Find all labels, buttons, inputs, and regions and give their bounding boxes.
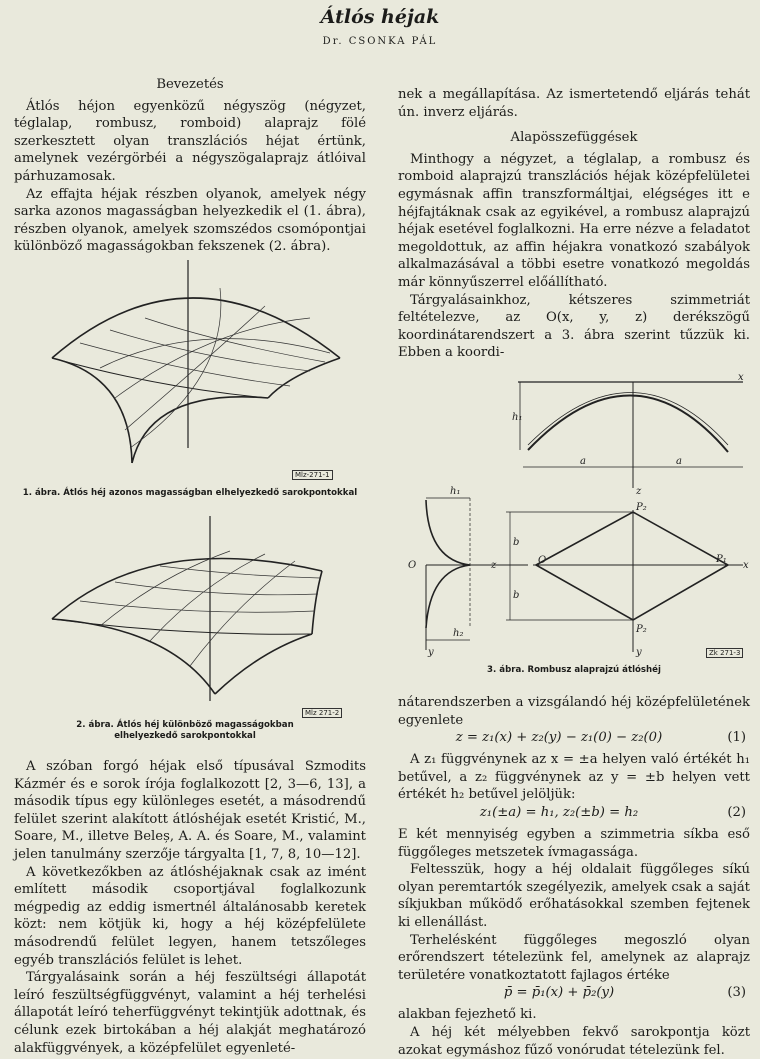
right-paragraph-2: Tárgyalásainkhoz, kétszeres szimmetriát feltételezve, az O(x, y, z) derékszögű koordinátarendszert a 3. ábra szerint tűzzük ki. Ebben a koordi- [398, 292, 750, 361]
left-column-top [14, 76, 366, 256]
equation-2-text: z₁(±a) = h₁, z₂(±b) = h₂ [479, 804, 639, 820]
right-column-bottom [398, 694, 750, 1059]
equation-3-text: p̄ = p̄₁(x) + p̄₂(y) [503, 985, 615, 1001]
figure-2-shell [30, 516, 370, 711]
origin-label-plan: O [538, 555, 547, 566]
left-paragraph-1: Átlós héjon egyenközű négyszög (négyzet, téglalap, rombusz, romboid) alaprajz fölé szerkesztett olyan transzlációs héjat értünk, amelynek vezérgörbéi a négyszögalaprajz átlóival párhuzamosak. [14, 98, 366, 184]
equation-2 [398, 804, 750, 826]
equation-3 [398, 984, 750, 1006]
equation-2-number: (2) [727, 804, 746, 820]
a-label-right: a [676, 456, 682, 467]
h1-label-elevation: h₁ [512, 412, 523, 423]
right-paragraph-1: Minthogy a négyzet, a téglalap, a rombusz és romboid alaprajzú transzlációs héjak középfelületei egymásnak affin transzformáltjai, elégséges itt e héjfajtáknak csak az egyikével, a rombusz alaprajzú héjak esetével foglalkozni. Ha erre nézve a feladatot megoldottuk, az affin héjakra vonatkozó szabályok alkalmazásával a többi esetre vonatkozó megoldás már könnyűszerrel előállítható. [398, 151, 750, 290]
equation-1-text: z = z₁(x) + z₂(y) − z₁(0) − z₂(0) [455, 730, 663, 746]
left-paragraph-5: Tárgyalásaink során a héj feszültségi állapotát leíró feszültségfüggvényt, valamint a héj terhelési állapotát leíró teherfüggvényt tekintjük adottnak, és célunk ezek birtokában a héj alakját meghatározó alakfüggvények, a középfelület egyenleté- [14, 970, 366, 1056]
equation-1-number: (1) [727, 730, 746, 746]
right-paragraph-6: Feltesszük, hogy a héj oldalait függőleges síkú olyan peremtartók szegélyezik, amelyek csak a saját síkjukban működő erőhatásokkal szemben fejtenek ki ellenállást. [398, 862, 750, 930]
figure-3-diagram [398, 370, 756, 665]
figure-3-stamp: Zk 271-3 [706, 648, 743, 658]
p2-label-bottom: P₂ [636, 624, 647, 635]
section-heading: Alapösszefüggések [510, 130, 638, 146]
right-paragraph-0: nek a megállapítása. Az ismertetendő eljárás tehát ún. inverz eljárás. [398, 87, 750, 120]
page-title: Átlós héjak [320, 6, 440, 28]
axis-z-label-top: z [636, 486, 642, 497]
right-paragraph-7: Terhelésként függőleges megoszló olyan erőrendszert tételezünk fel, amelynek az alaprajz területére vonatkoztatott fajlagos értéke [398, 932, 750, 983]
equation-3-number: (3) [727, 985, 746, 1001]
left-paragraph-3: A szóban forgó héjak első típusával Szmodits Kázmér és e sorok írója foglalkozott [2, 3—6, 13], a második típus egy különleges esetét, a másodrendű felület szerint alakított átlóshéjak esetét Kristić, M., Soare, M., illetve Beleș, A. A. és Soare, M., valamint jelen tanulmány szerzője tárgyalta [1, 7, 8, 10—12]. [14, 759, 366, 862]
p1-label: P₁ [716, 554, 727, 565]
left-column-bottom [14, 758, 366, 1057]
figure-2-stamp: Mlz 271-2 [302, 708, 342, 718]
axis-z-label-side: z [491, 560, 497, 571]
right-paragraph-3: nátarendszerben a vizsgálandó héj középfelületének egyenlete [398, 695, 750, 728]
equation-1 [398, 729, 750, 751]
intro-heading: Bevezetés [156, 77, 224, 92]
axis-x-label-top: x [738, 372, 744, 383]
left-paragraph-2: Az effajta héjak részben olyanok, amelyek négy sarka azonos magasságban helyezkedik el (1. ábra), részben olyanok, amelyek szomszédos csomópontjai különböző magasságokban fekszenek (2. ábra). [14, 186, 366, 255]
p2-label-top: P₂ [636, 502, 647, 513]
right-paragraph-4: A z₁ függvénynek az x = ±a helyen való értékét h₁ betűvel, a z₂ függvénynek az y = ±b helyen vett értékét h₂ betűvel jelöljük: [398, 752, 750, 803]
right-column-top [398, 86, 750, 362]
figure-1-caption: 1. ábra. Átlós héj azonos magasságban elhelyezkedő sarokpontokkal [22, 488, 358, 498]
right-paragraph-8: alakban fejezhető ki. [398, 1007, 537, 1023]
figure-2-caption: 2. ábra. Átlós héj különböző magasságokban elhelyezkedő sarokpontokkal [76, 720, 294, 741]
left-paragraph-4: A következőkben az átlóshéjaknak csak az imént említett második csoportjával foglalkozunk mégpedig az eddig ismertnél általánosabb keretek közt: nem kötjük ki, hogy a héj középfelülete másodrendű felület legyen, hanem tetszőleges egyéb transzlációs felület is lehet. [14, 864, 366, 968]
b-label-lower: b [513, 590, 520, 601]
right-paragraph-5: E két mennyiség egyben a szimmetria síkba eső függőleges metszetek ívmagassága. [398, 826, 750, 860]
figure-1-stamp: Mlz-271-1 [292, 470, 333, 480]
axis-y-label-plan: y [636, 647, 642, 658]
right-paragraph-9: A héj két mélyebben fekvő sarokpontja közt azokat egymáshoz fűző vonórudat tételezünk fel. [398, 1024, 750, 1058]
author-name: Dr. CSONKA PÁL [322, 36, 438, 47]
axis-x-label-plan: x [743, 560, 749, 571]
b-label-upper: b [513, 537, 520, 548]
h1-label-side: h₁ [450, 486, 461, 497]
origin-label-side: O [408, 560, 417, 571]
h2-label-side: h₂ [453, 628, 464, 639]
figure-1-shell [40, 258, 370, 483]
axis-y-label-side: y [428, 647, 434, 658]
a-label-left: a [580, 456, 586, 467]
figure-3-caption: 3. ábra. Rombusz alaprajzú átlóshéj [487, 665, 661, 675]
